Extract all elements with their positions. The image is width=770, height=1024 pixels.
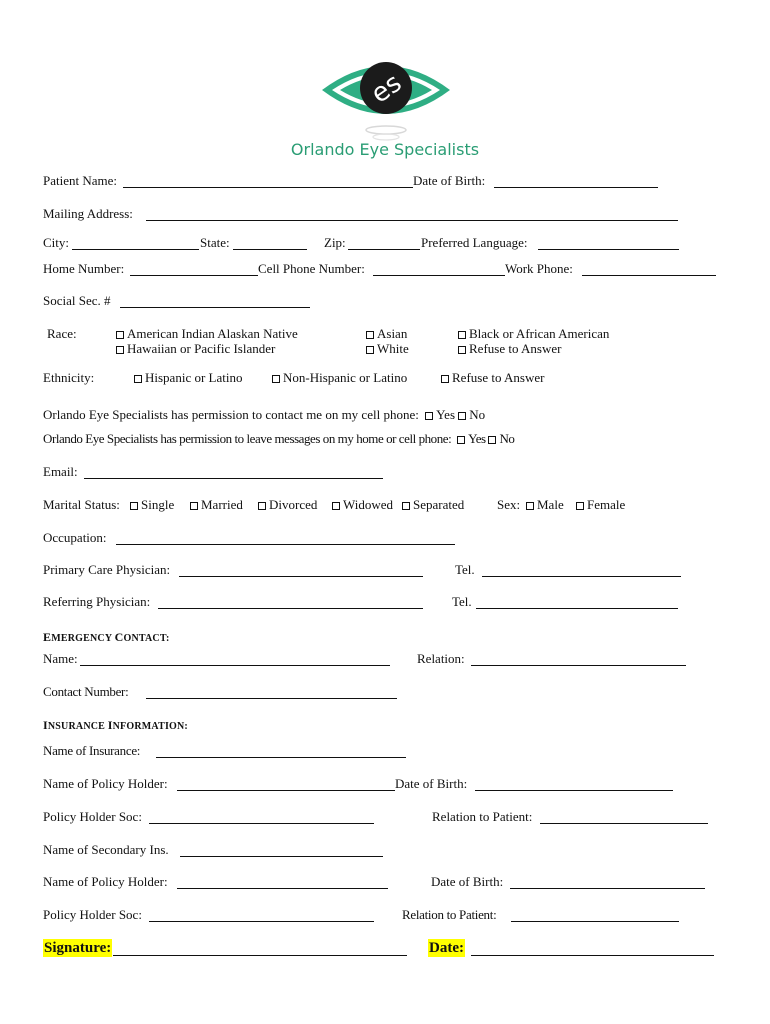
emergency-relation-field[interactable]: [471, 665, 686, 666]
occupation-field[interactable]: [116, 544, 455, 545]
dob-label: Date of Birth:: [413, 173, 486, 188]
city-field[interactable]: [72, 249, 199, 250]
contact-number-field[interactable]: [146, 698, 397, 699]
checkbox-icon: [458, 346, 466, 354]
secondary-policy-holder-soc-field[interactable]: [149, 921, 374, 922]
primary-care-tel-label: Tel.: [455, 562, 475, 577]
checkbox-icon: [258, 502, 266, 510]
marital-option-married[interactable]: Married: [190, 497, 243, 513]
marital-option-single[interactable]: Single: [130, 497, 174, 513]
primary-care-tel-field[interactable]: [482, 576, 681, 577]
sex-option-male[interactable]: Male: [526, 497, 564, 513]
mailing-address-label: Mailing Address:: [43, 206, 133, 221]
permission-messages-text: Orlando Eye Specialists has permission to leave messages on my home or cell phone: Yes No: [43, 431, 515, 446]
permission-cell-text: Orlando Eye Specialists has permission to contact me on my cell phone: Yes No: [43, 407, 486, 422]
checkbox-icon[interactable]: [488, 436, 496, 444]
marital-option-widowed[interactable]: Widowed: [332, 497, 393, 513]
secondary-relation-label: Relation to Patient:: [402, 907, 497, 922]
home-number-field[interactable]: [130, 275, 258, 276]
race-label: Race:: [47, 326, 77, 341]
secondary-dob-label: Date of Birth:: [431, 874, 504, 889]
permission-cell-no: No: [469, 407, 486, 422]
signature-date-field[interactable]: [471, 955, 714, 956]
email-field[interactable]: [84, 478, 383, 479]
secondary-ins-label: Name of Secondary Ins.: [43, 842, 169, 857]
referring-field[interactable]: [158, 608, 423, 609]
checkbox-icon: [441, 375, 449, 383]
emergency-name-label: Name:: [43, 651, 78, 666]
ethnicity-option-non-hispanic[interactable]: Non-Hispanic or Latino: [272, 370, 407, 386]
checkbox-icon[interactable]: [457, 436, 465, 444]
dob-field[interactable]: [494, 187, 658, 188]
race-option-hawaiian[interactable]: Hawaiian or Pacific Islander: [116, 341, 275, 357]
signature-field[interactable]: [113, 955, 407, 956]
race-option-refuse[interactable]: Refuse to Answer: [458, 341, 561, 357]
ethnicity-option-hispanic[interactable]: Hispanic or Latino: [134, 370, 242, 386]
checkbox-icon: [576, 502, 584, 510]
checkbox-icon[interactable]: [425, 412, 433, 420]
checkbox-icon: [272, 375, 280, 383]
checkbox-icon: [526, 502, 534, 510]
logo-monogram: es: [365, 68, 408, 110]
relation-to-patient-label: Relation to Patient:: [432, 809, 533, 824]
marital-status-label: Marital Status:: [43, 497, 120, 512]
checkbox-icon: [130, 502, 138, 510]
emergency-name-field[interactable]: [80, 665, 390, 666]
signature-date-label: Date:: [429, 940, 464, 956]
checkbox-icon: [332, 502, 340, 510]
state-label: State:: [200, 235, 230, 250]
brand-name: Orlando Eye Specialists: [290, 140, 480, 159]
ssn-label: Social Sec. #: [43, 293, 111, 308]
secondary-policy-holder-soc-label: Policy Holder Soc:: [43, 907, 142, 922]
referring-tel-field[interactable]: [476, 608, 678, 609]
primary-care-label: Primary Care Physician:: [43, 562, 171, 577]
preferred-language-label: Preferred Language:: [421, 235, 528, 250]
emergency-relation-label: Relation:: [417, 651, 465, 666]
email-label: Email:: [43, 464, 78, 479]
policy-holder-soc-label: Policy Holder Soc:: [43, 809, 142, 824]
checkbox-icon[interactable]: [458, 412, 466, 420]
home-number-label: Home Number:: [43, 261, 125, 276]
secondary-dob-field[interactable]: [510, 888, 705, 889]
ssn-field[interactable]: [120, 307, 310, 308]
zip-label: Zip:: [324, 235, 346, 250]
secondary-policy-holder-field[interactable]: [177, 888, 388, 889]
eye-logo-icon: [318, 48, 454, 144]
insurance-heading: INSURANCE INFORMATION:: [43, 718, 188, 732]
secondary-ins-field[interactable]: [180, 856, 383, 857]
race-option-black[interactable]: Black or African American: [458, 326, 609, 342]
race-option-american-indian[interactable]: American Indian Alaskan Native: [116, 326, 298, 342]
referring-tel-label: Tel.: [452, 594, 472, 609]
race-option-asian[interactable]: Asian: [366, 326, 407, 342]
contact-number-label: Contact Number:: [43, 684, 129, 699]
patient-name-field[interactable]: [123, 187, 413, 188]
marital-option-separated[interactable]: Separated: [402, 497, 464, 513]
checkbox-icon: [134, 375, 142, 383]
zip-field[interactable]: [348, 249, 420, 250]
referring-label: Referring Physician:: [43, 594, 151, 609]
checkbox-icon: [116, 346, 124, 354]
signature-label: Signature:: [44, 940, 112, 956]
sex-option-female[interactable]: Female: [576, 497, 625, 513]
permission-messages-no: No: [499, 431, 515, 446]
checkbox-icon: [190, 502, 198, 510]
policy-holder-soc-field[interactable]: [149, 823, 374, 824]
cell-phone-label: Cell Phone Number:: [258, 261, 365, 276]
policy-holder-label: Name of Policy Holder:: [43, 776, 168, 791]
race-option-white[interactable]: White: [366, 341, 409, 357]
mailing-address-field[interactable]: [146, 220, 678, 221]
checkbox-icon: [458, 331, 466, 339]
cell-phone-field[interactable]: [373, 275, 505, 276]
emergency-contact-heading: EMERGENCY CONTACT:: [43, 630, 170, 644]
permission-cell-yes: Yes: [436, 407, 456, 422]
marital-option-divorced[interactable]: Divorced: [258, 497, 317, 513]
ethnicity-label: Ethnicity:: [43, 370, 95, 385]
policy-holder-dob-label: Date of Birth:: [395, 776, 468, 791]
primary-care-field[interactable]: [179, 576, 423, 577]
insurance-name-field[interactable]: [156, 757, 406, 758]
sex-label: Sex:: [497, 497, 521, 512]
secondary-policy-holder-label: Name of Policy Holder:: [43, 874, 168, 889]
checkbox-icon: [116, 331, 124, 339]
work-phone-label: Work Phone:: [505, 261, 573, 276]
checkbox-icon: [366, 346, 374, 354]
work-phone-field[interactable]: [582, 275, 716, 276]
ethnicity-option-refuse[interactable]: Refuse to Answer: [441, 370, 544, 386]
patient-name-label: Patient Name:: [43, 173, 118, 188]
policy-holder-field[interactable]: [177, 790, 395, 791]
secondary-relation-field[interactable]: [511, 921, 679, 922]
permission-messages-yes: Yes: [468, 431, 486, 446]
city-label: City:: [43, 235, 70, 250]
state-field[interactable]: [233, 249, 307, 250]
preferred-language-field[interactable]: [538, 249, 679, 250]
occupation-label: Occupation:: [43, 530, 107, 545]
checkbox-icon: [402, 502, 410, 510]
insurance-name-label: Name of Insurance:: [43, 743, 141, 758]
checkbox-icon: [366, 331, 374, 339]
policy-holder-dob-field[interactable]: [475, 790, 673, 791]
relation-to-patient-field[interactable]: [540, 823, 708, 824]
